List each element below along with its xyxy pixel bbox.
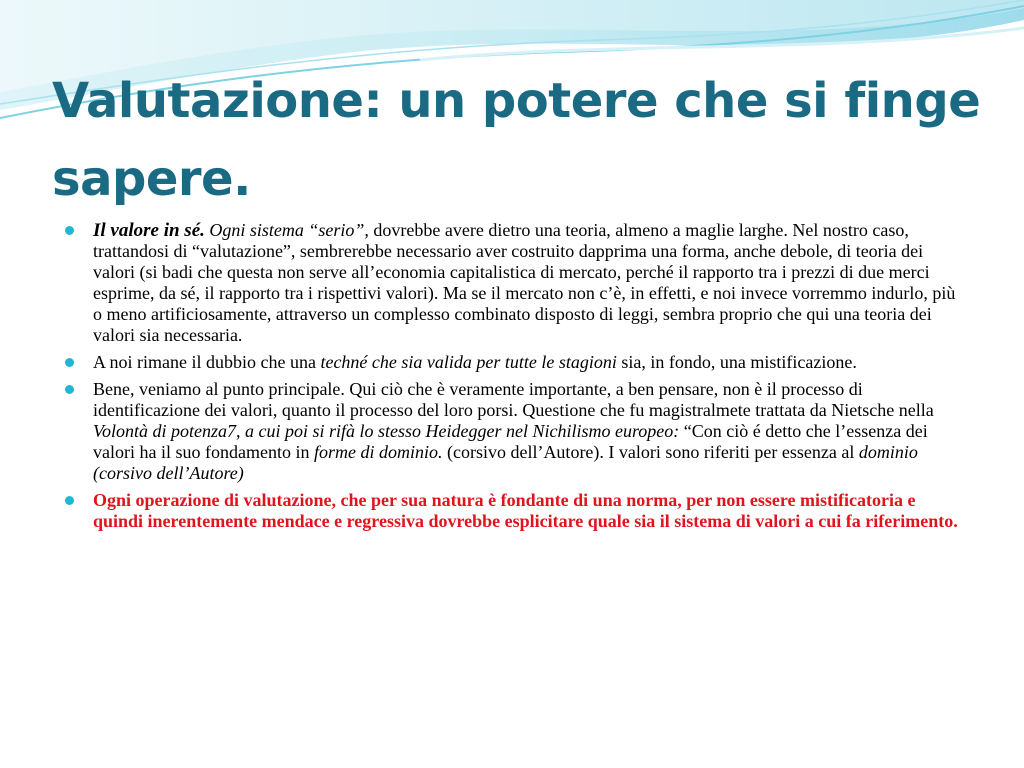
bullet-italic: forme di dominio.	[313, 442, 443, 462]
bullet-italic: dominio (corsivo dell’Autore)	[93, 442, 918, 483]
bullet-lead-bold: Il valore in sé.	[93, 220, 205, 241]
bullet-lead-italic: Ogni sistema “serio”,	[204, 220, 369, 240]
bullet-text: sia, in fondo, una mistificazione.	[616, 352, 857, 372]
bullet-item-punto-principale	[62, 379, 964, 484]
bullet-text: dovrebbe avere dietro una teoria, almeno a maglie larghe. Nel nostro caso, trattandosi di “valutazione”, sembrerebbe necessario aver costruito dapprima una forma, anche debole, di teoria dei valori (si badi che questa non serve all’economia capitalistica di mercato, perché il rapporto tra i prezzi di due merci esprime, da sé, il rapporto tra i rispettivi valori). Ma se il mercato non c’è, in effetti, e noi invece vorremmo indurlo, più o meno artificiosamente, attraverso un complesso combinato disposto di leggi, sembra proprio che qui una teoria dei valori sia necessaria.	[93, 220, 956, 345]
bullet-italic: Volontà di potenza7, a cui poi si rifà lo stesso Heidegger nel Nichilismo europeo:	[93, 421, 680, 441]
slide-title: Valutazione: un potere che si finge sapere.	[52, 73, 981, 207]
bullet-text: “Con ciò é detto che l’essenza dei valori ha il suo fondamento in	[93, 421, 928, 462]
bullet-dot-icon	[65, 385, 74, 394]
bullet-item-conclusione	[62, 490, 964, 532]
bullet-dot-icon	[65, 226, 74, 235]
bullet-item-dubbio	[62, 352, 964, 373]
bullet-highlight-text: Ogni operazione di valutazione, che per sua natura è fondante di una norma, per non essere mistificatoria e quindi inerentemente mendace e regressiva dovrebbe esplicitare quale sia il sistema di valori a cui fa riferimento.	[93, 490, 958, 531]
bullet-item-valore-in-se	[62, 220, 964, 346]
bullet-text: (corsivo dell’Autore). I valori sono riferiti per essenza al	[442, 442, 859, 462]
bullet-text: Bene, veniamo al punto principale. Qui ciò che è veramente importante, a ben pensare, non è il processo di identificazione dei valori, quanto il processo del loro porsi. Questione che fu magistralmete trattata da Nietsche nella	[93, 379, 934, 420]
bullet-italic: techné che sia valida per tutte le stagioni	[320, 352, 617, 372]
bullet-dot-icon	[65, 496, 74, 505]
bullet-text: A noi rimane il dubbio che una	[93, 352, 321, 372]
bullet-dot-icon	[65, 358, 74, 367]
bullet-list	[62, 220, 964, 538]
